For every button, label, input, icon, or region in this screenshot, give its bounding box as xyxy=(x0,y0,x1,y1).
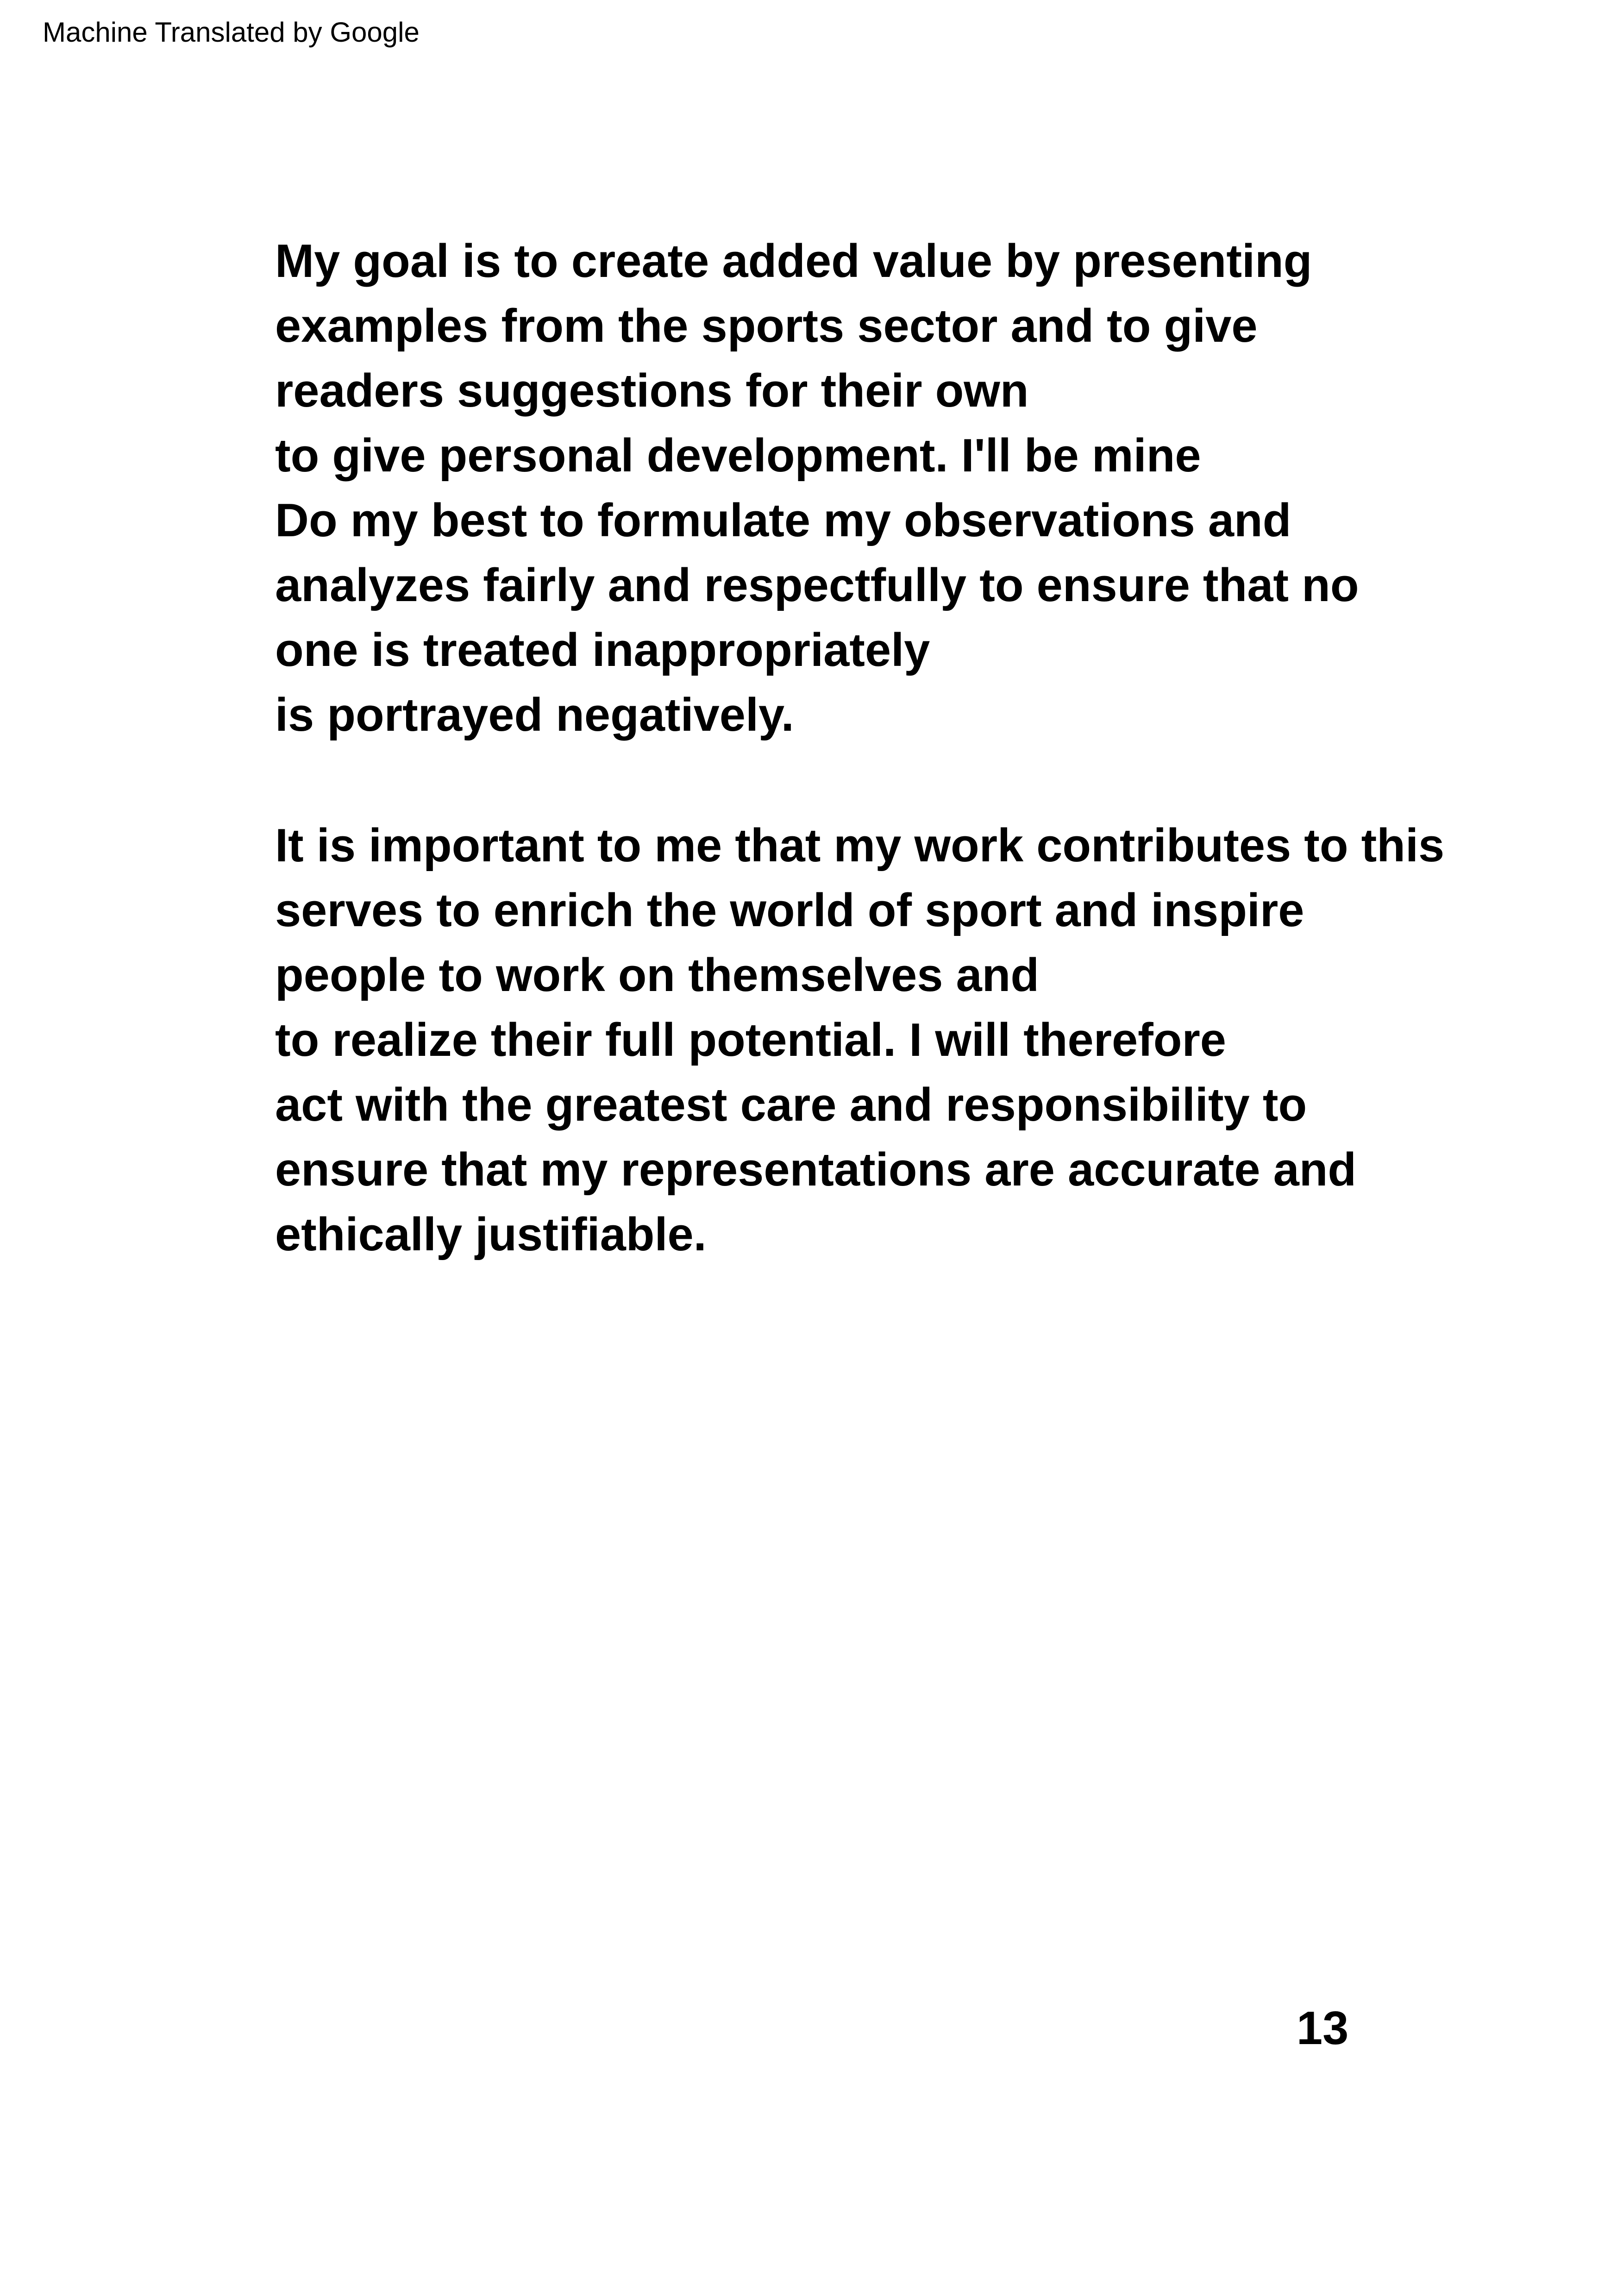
body-paragraph-1 xyxy=(275,229,1359,747)
text-line: examples from the sports sector and to give xyxy=(275,300,1258,352)
text-line: readers suggestions for their own xyxy=(275,365,1029,417)
translation-note: Machine Translated by Google xyxy=(43,17,420,48)
page-number: 13 xyxy=(1297,2002,1349,2054)
text-line: ensure that my representations are accurate and xyxy=(275,1144,1357,1196)
text-line: analyzes fairly and respectfully to ensure that no xyxy=(275,559,1359,611)
text-line: to give personal development. I'll be mine xyxy=(275,430,1201,482)
text-line: act with the greatest care and responsibility to xyxy=(275,1079,1307,1131)
text-line: Do my best to formulate my observations and xyxy=(275,495,1291,546)
text-line: to realize their full potential. I will therefore xyxy=(275,1014,1226,1066)
text-line: one is treated inappropriately xyxy=(275,624,930,676)
text-line: people to work on themselves and xyxy=(275,949,1040,1001)
text-line: My goal is to create added value by presenting xyxy=(275,235,1312,287)
body-paragraph-2 xyxy=(275,813,1444,1267)
text-line: It is important to me that my work contributes to this xyxy=(275,820,1445,872)
text-line: is portrayed negatively. xyxy=(275,689,794,741)
text-line: ethically justifiable. xyxy=(275,1209,707,1261)
text-line: serves to enrich the world of sport and inspire xyxy=(275,885,1304,936)
